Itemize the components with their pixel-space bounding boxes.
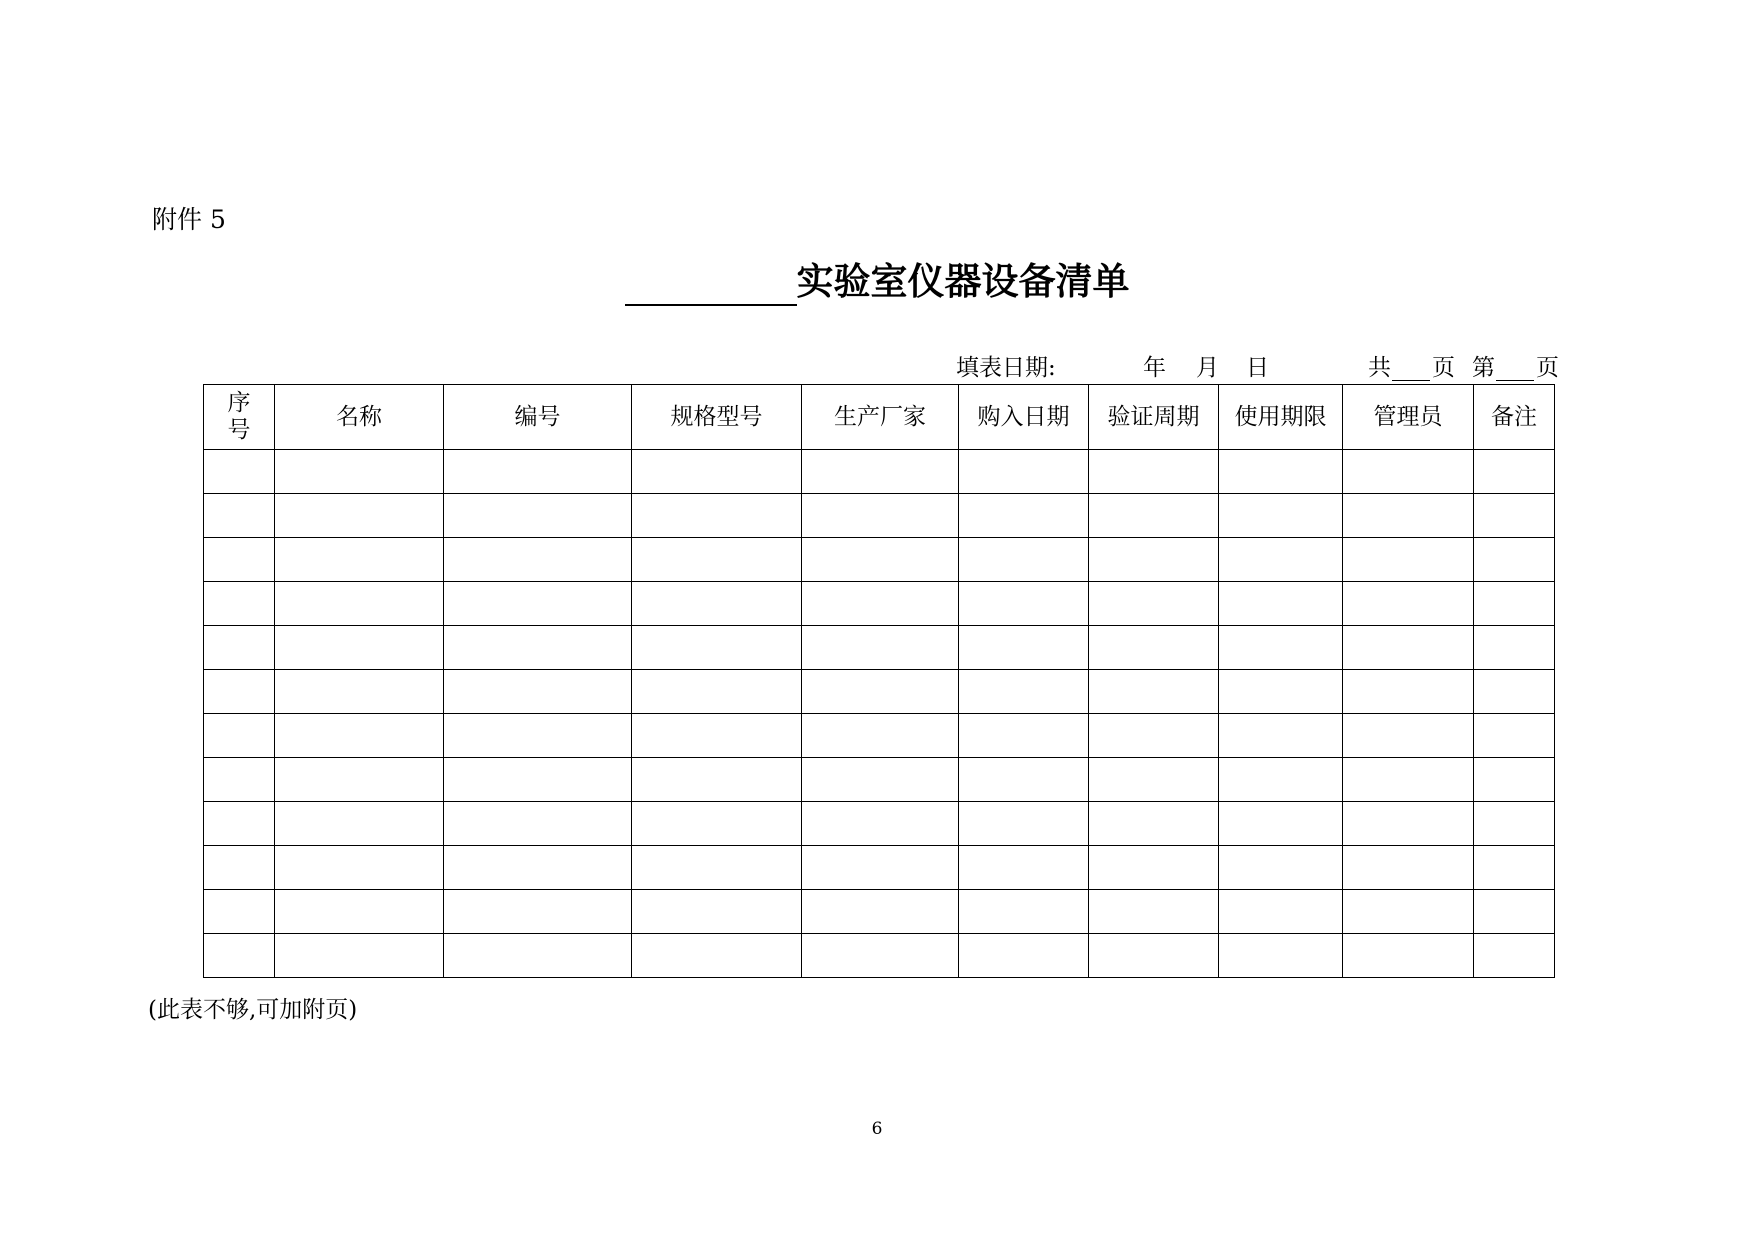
table-cell (275, 714, 444, 758)
table-cell (1089, 758, 1219, 802)
footnote: (此表不够,可加附页) (148, 997, 358, 1023)
table-row (204, 714, 1555, 758)
table-cell (275, 626, 444, 670)
current-page-unit: 页 (1536, 355, 1559, 381)
table-cell (444, 714, 632, 758)
table-cell (275, 890, 444, 934)
table-cell (632, 582, 802, 626)
table-cell (632, 626, 802, 670)
table-row (204, 934, 1555, 978)
table-cell (444, 582, 632, 626)
table-cell (802, 714, 959, 758)
table-row (204, 582, 1555, 626)
table-cell (959, 450, 1089, 494)
table-cell (1474, 758, 1555, 802)
table-cell (802, 758, 959, 802)
table-cell (1343, 450, 1474, 494)
table-cell (802, 494, 959, 538)
table-cell (275, 758, 444, 802)
table-cell (1219, 582, 1343, 626)
table-cell (959, 494, 1089, 538)
header-model: 规格型号 (632, 385, 802, 450)
table-cell (1474, 450, 1555, 494)
table-cell (959, 846, 1089, 890)
table-cell (1089, 494, 1219, 538)
table-cell (444, 802, 632, 846)
table-cell (1219, 934, 1343, 978)
table-cell (632, 934, 802, 978)
table-cell (275, 934, 444, 978)
table-cell (1474, 934, 1555, 978)
table-row (204, 758, 1555, 802)
table-cell (632, 846, 802, 890)
table-cell (959, 890, 1089, 934)
table-cell (275, 802, 444, 846)
table-row (204, 494, 1555, 538)
table-cell (802, 582, 959, 626)
table-cell (959, 714, 1089, 758)
table-cell (204, 934, 275, 978)
header-seq: 序号 (204, 385, 275, 450)
header-manufacturer: 生产厂家 (802, 385, 959, 450)
table-cell (1474, 538, 1555, 582)
table-cell (444, 538, 632, 582)
table-cell (275, 582, 444, 626)
table-cell (802, 846, 959, 890)
table-cell (959, 758, 1089, 802)
table-cell (1219, 538, 1343, 582)
equipment-table (203, 384, 1555, 978)
table-cell (1089, 582, 1219, 626)
current-page-label: 第 (1472, 355, 1495, 381)
table-cell (1474, 494, 1555, 538)
table-cell (1089, 670, 1219, 714)
table-cell (632, 494, 802, 538)
total-pages-unit: 页 (1432, 355, 1455, 381)
table-cell (959, 670, 1089, 714)
table-cell (1219, 670, 1343, 714)
table-cell (1089, 890, 1219, 934)
table-cell (444, 890, 632, 934)
header-verification-cycle: 验证周期 (1089, 385, 1219, 450)
table-cell (444, 758, 632, 802)
table-cell (275, 450, 444, 494)
title-text: 实验室仪器设备清单 (796, 260, 1130, 303)
table-cell (204, 538, 275, 582)
table-cell (802, 626, 959, 670)
table-cell (1343, 626, 1474, 670)
table-row (204, 626, 1555, 670)
table-cell (1089, 802, 1219, 846)
header-code: 编号 (444, 385, 632, 450)
table-cell (802, 450, 959, 494)
table-cell (1219, 714, 1343, 758)
table-cell (204, 890, 275, 934)
table-cell (1474, 802, 1555, 846)
table-cell (1219, 890, 1343, 934)
table-cell (204, 758, 275, 802)
table-cell (1343, 934, 1474, 978)
table-cell (959, 626, 1089, 670)
table-cell (275, 494, 444, 538)
day-label: 日 (1246, 355, 1269, 381)
table-cell (1343, 802, 1474, 846)
table-cell (1219, 758, 1343, 802)
header-administrator: 管理员 (1343, 385, 1474, 450)
table-cell (1343, 714, 1474, 758)
page-number: 6 (871, 1119, 883, 1139)
table-cell (1474, 846, 1555, 890)
table-row (204, 670, 1555, 714)
table-header-row (204, 385, 1555, 450)
table-cell (1219, 802, 1343, 846)
table-cell (632, 890, 802, 934)
fill-date-label: 填表日期: (956, 355, 1056, 381)
current-page-blank (1496, 380, 1534, 381)
table-cell (802, 934, 959, 978)
table-cell (802, 670, 959, 714)
table-cell (1219, 626, 1343, 670)
table-cell (1343, 582, 1474, 626)
table-cell (1474, 626, 1555, 670)
table-cell (444, 450, 632, 494)
table-cell (444, 846, 632, 890)
table-cell (632, 670, 802, 714)
header-service-life: 使用期限 (1219, 385, 1343, 450)
table-cell (632, 450, 802, 494)
table-cell (959, 934, 1089, 978)
table-row (204, 538, 1555, 582)
table-cell (1343, 758, 1474, 802)
title-lab-name-blank (625, 260, 797, 306)
table-cell (1474, 890, 1555, 934)
table-cell (275, 538, 444, 582)
header-name: 名称 (275, 385, 444, 450)
table-cell (204, 582, 275, 626)
table-cell (444, 670, 632, 714)
table-row (204, 450, 1555, 494)
table-cell (1089, 846, 1219, 890)
table-cell (1343, 890, 1474, 934)
table-cell (444, 626, 632, 670)
table-cell (959, 538, 1089, 582)
table-cell (1219, 494, 1343, 538)
table-row (204, 802, 1555, 846)
header-purchase-date: 购入日期 (959, 385, 1089, 450)
table-cell (204, 714, 275, 758)
table-cell (204, 670, 275, 714)
table-row (204, 846, 1555, 890)
table-cell (204, 802, 275, 846)
table-cell (444, 494, 632, 538)
table-cell (1474, 670, 1555, 714)
year-label: 年 (1143, 355, 1166, 381)
table-cell (959, 802, 1089, 846)
table-cell (959, 582, 1089, 626)
table-cell (632, 758, 802, 802)
table-cell (802, 890, 959, 934)
header-remarks: 备注 (1474, 385, 1555, 450)
table-cell (1219, 450, 1343, 494)
table-row (204, 890, 1555, 934)
table-cell (204, 450, 275, 494)
table-cell (632, 802, 802, 846)
table-cell (204, 846, 275, 890)
table-cell (1343, 846, 1474, 890)
total-pages-label: 共 (1368, 355, 1391, 381)
document-title (0, 258, 1754, 314)
table-cell (632, 538, 802, 582)
table-cell (1089, 450, 1219, 494)
table-cell (204, 494, 275, 538)
table-cell (275, 670, 444, 714)
table-cell (1089, 538, 1219, 582)
table-cell (204, 626, 275, 670)
table-cell (802, 538, 959, 582)
table-cell (1343, 494, 1474, 538)
table-cell (1089, 626, 1219, 670)
table-cell (632, 714, 802, 758)
table-cell (1343, 670, 1474, 714)
table-cell (1089, 714, 1219, 758)
table-cell (1474, 582, 1555, 626)
table-cell (802, 802, 959, 846)
table-cell (275, 846, 444, 890)
table-cell (1474, 714, 1555, 758)
month-label: 月 (1196, 355, 1219, 381)
table-cell (1219, 846, 1343, 890)
table-cell (444, 934, 632, 978)
table-cell (1089, 934, 1219, 978)
table-cell (1343, 538, 1474, 582)
total-pages-blank (1392, 380, 1430, 381)
attachment-label: 附件 5 (152, 205, 226, 234)
